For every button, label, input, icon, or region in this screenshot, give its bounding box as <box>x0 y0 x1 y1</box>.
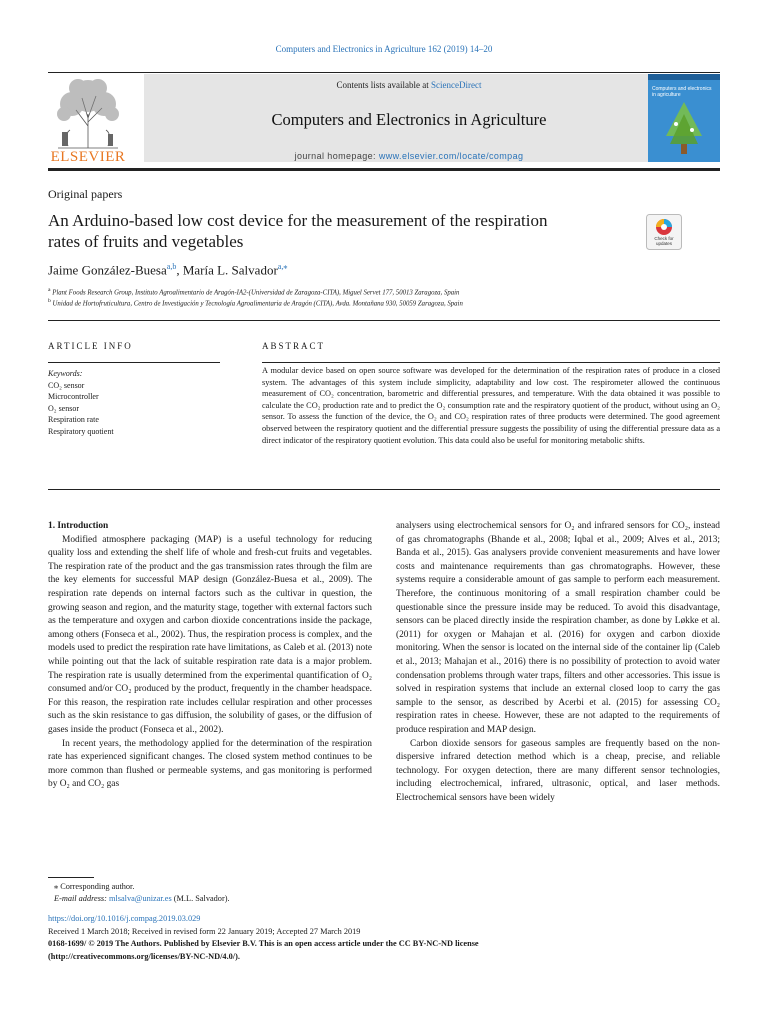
affiliation-b-text: Unidad de Hortofruticultura, Centro de Investigación y Tecnología Agroalimentaria de Aragón (CITA), Avda. Montañana 930, 50059 Zaragoza, Spain <box>50 300 463 308</box>
license-line-2: (http://creativecommons.org/licenses/BY-NC-ND/4.0/). <box>48 951 240 961</box>
affiliations-divider <box>48 320 720 321</box>
author-list <box>48 262 287 278</box>
keyword: Respiratory quotient <box>48 426 114 436</box>
body-left-column <box>48 520 372 792</box>
body-paragraph: In recent years, the methodology applied for the determination of the respiration rate has experienced significant changes. The closed system method continues to be more common than flushed or permeable systems, and gas monitoring is performed by O₂ and CO₂ gas <box>48 738 372 790</box>
introduction-heading: 1. Introduction <box>48 521 109 531</box>
author-separator: , <box>176 262 183 278</box>
email-label: E-mail address: <box>54 894 109 903</box>
abstract-heading: ABSTRACT <box>262 341 326 351</box>
article-title-line-2: rates of fruits and vegetables <box>48 232 244 251</box>
keywords-block <box>48 368 220 437</box>
homepage-line <box>144 151 674 161</box>
body-paragraph: Carbon dioxide sensors for gaseous samples are frequently based on the non-dispersive infrared detection method which is a cheap, precise, and reliable technology. For oxygen detection, there are many different sensor technologies, including electrochemical, infrared, ultrasonic, optical, and laser methods. Electrochemical sensors have been widely <box>396 738 720 803</box>
journal-cover-thumbnail[interactable] <box>648 74 720 162</box>
article-footer <box>48 913 479 963</box>
affiliation-a-mark: a <box>48 287 51 293</box>
email-note <box>54 893 230 905</box>
abstract-divider <box>48 489 720 490</box>
body-paragraph: analysers using electrochemical sensors for O₂ and infrared sensors for CO₂, instead of gas chromatographs (Bhande et al., 2008; Iqbal et al., 2009; Alves et al., 2013; Banda et al., 2015). Gas analysers provide convenient measurements and have lower costs and maintenance requirements than gas chromatographs. However, these systems require a considerable amount of gas sample to perform each measurement. Therefore, the continuous monitoring of a small respiration chamber could be questionable since the pressure inside may be reduced. To avoid this disadvantage, sensors can be placed directly inside the respiration chamber, as done by Løkke et al. (2011) for oxygen or Mahajan et al. (2016) for oxygen and carbon dioxide monitoring. When the sensor is located on the internal side of the container lip (Caleb et al., 2013; Mahajan et al., 2016) there is no possibility of protection to avoid water condensation problems through water traps, filters and other accessories. This issue is solved in respiration systems that include an external closed loop to carry the gas sample to the sensor, as described by Acerbi et al. (2015) for assessing CO₂ respiration rates in cheese. However, these are not adapted to the requirements of produce respiration and MAP design. <box>396 521 720 735</box>
affiliation-b <box>48 298 463 307</box>
email-suffix: (M.L. Salvador). <box>171 894 230 903</box>
keyword: CO₂ sensor <box>48 380 85 390</box>
article-info-rule <box>48 362 220 363</box>
cover-title: Computers and electronics in agriculture <box>652 86 712 98</box>
journal-banner <box>144 74 674 162</box>
affiliation-b-mark: b <box>48 298 51 304</box>
affiliation-a <box>48 287 459 296</box>
elsevier-wordmark: ELSEVIER <box>50 149 126 165</box>
author-1[interactable]: Jaime González-Buesa <box>48 262 167 278</box>
footnote-rule <box>48 877 94 878</box>
journal-citation[interactable]: Computers and Electronics in Agriculture 162 (2019) 14–20 <box>275 44 493 54</box>
author-2-affiliations[interactable]: a,⁎ <box>277 262 288 271</box>
sciencedirect-link[interactable]: ScienceDirect <box>431 80 482 90</box>
header-bottom-rule <box>48 168 720 171</box>
homepage-link[interactable]: www.elsevier.com/locate/compag <box>378 151 524 161</box>
homepage-prefix: journal homepage: <box>294 151 379 161</box>
corresponding-author-note: ⁎ Corresponding author. <box>54 882 135 891</box>
keyword: Respiration rate <box>48 415 99 424</box>
footnotes <box>54 881 230 905</box>
article-title <box>48 210 628 252</box>
doi-link[interactable]: https://doi.org/10.1016/j.compag.2019.03.029 <box>48 914 201 923</box>
contents-prefix: Contents lists available at <box>336 80 431 90</box>
check-for-updates-badge[interactable] <box>646 214 682 250</box>
cover-artwork-icon <box>648 74 720 162</box>
journal-title: Computers and Electronics in Agriculture <box>271 110 547 129</box>
author-2[interactable]: María L. Salvador <box>182 262 278 278</box>
article-info-heading: ARTICLE INFO <box>48 341 133 351</box>
contents-line <box>144 80 674 90</box>
abstract-text: A modular device based on open source software was developed for the determination of the respiration rates of produce in a closed system. The advantages of this system include simplicity, adaptability and low cost. The respirometer allowed the continuous measurement of CO₂ concentration, barometric and differential pressures, and temperature. With the data obtained it was possible to calculate the CO₂ production rate and to predict the O₂ consumption rate and the respiratory quotient of the product, without using an O₂ sensor. To assess the function of the device, the O₂ and CO₂ respiration rates of three products were determined. The good agreement observed between the respiratory quotient and the differential pressure suggests the possibility of using the differential pressure data as a direct indicator of the respiratory quotient evolution. This data could also be useful for monitoring metabolic shifts. <box>262 366 720 445</box>
crossmark-label: Check for updates <box>654 236 674 246</box>
article-section-label: Original papers <box>48 187 123 201</box>
keyword: O₂ sensor <box>48 403 80 413</box>
author-1-affiliations[interactable]: a,b <box>166 262 177 271</box>
journal-header <box>48 72 720 172</box>
received-dates: Received 1 March 2018; Received in revised form 22 January 2019; Accepted 27 March 2019 <box>48 926 361 936</box>
body-paragraph: Modified atmosphere packaging (MAP) is a useful technology for reducing quality loss and extending the shelf life of whole and fresh-cut fruits and vegetables. The respiration rate of the product and the gas transmission rates through the film are the key elements for successful MAP design (González-Buesa et al., 2009). The respiration rate depends on internal factors such as the cultivar in question, the growing season and region, and the maturity stage, together with external factors such as the temperature and oxygen and carbon dioxide concentrations inside the package, among others (Fonseca et al., 2002). Thus, the respiration process is complex, and the models used to predict the respiration rate have limitations, as Caleb et al. (2013) note while pointing out that the lack of suitable respiration rate data is a major problem. The respiration rate is usually determined from the experimental quantification of O₂ consumed and/or CO₂ produced by the product, frequently in the chamber headspace. For this reason, the respiration rate includes cellular respiration and other processes such as the skin resistance to gas diffusion, the solubility of gases, or the diffusion of gases inside the product (Fonseca et al., 2002). <box>48 534 372 735</box>
body-right-column <box>396 520 720 805</box>
affiliation-a-text: Plant Foods Research Group, Instituto Agroalimentario de Aragón-IA2-(Universidad de Zaragoza-CITA), Miguel Servet 177, 50013 Zaragoza, Spain <box>50 289 460 297</box>
abstract-rule <box>262 362 720 363</box>
article-title-line-1: An Arduino-based low cost device for the measurement of the respiration <box>48 211 548 230</box>
keywords-label: Keywords: <box>48 369 83 378</box>
email-link[interactable]: mlsalva@unizar.es <box>109 894 172 903</box>
license-line-1: 0168-1699/ © 2019 The Authors. Published by Elsevier B.V. This is an open access article under the CC BY-NC-ND license <box>48 939 479 948</box>
elsevier-tree-icon <box>48 74 128 150</box>
keyword: Microcontroller <box>48 392 99 401</box>
header-top-rule <box>48 72 720 73</box>
elsevier-logo <box>48 74 128 170</box>
